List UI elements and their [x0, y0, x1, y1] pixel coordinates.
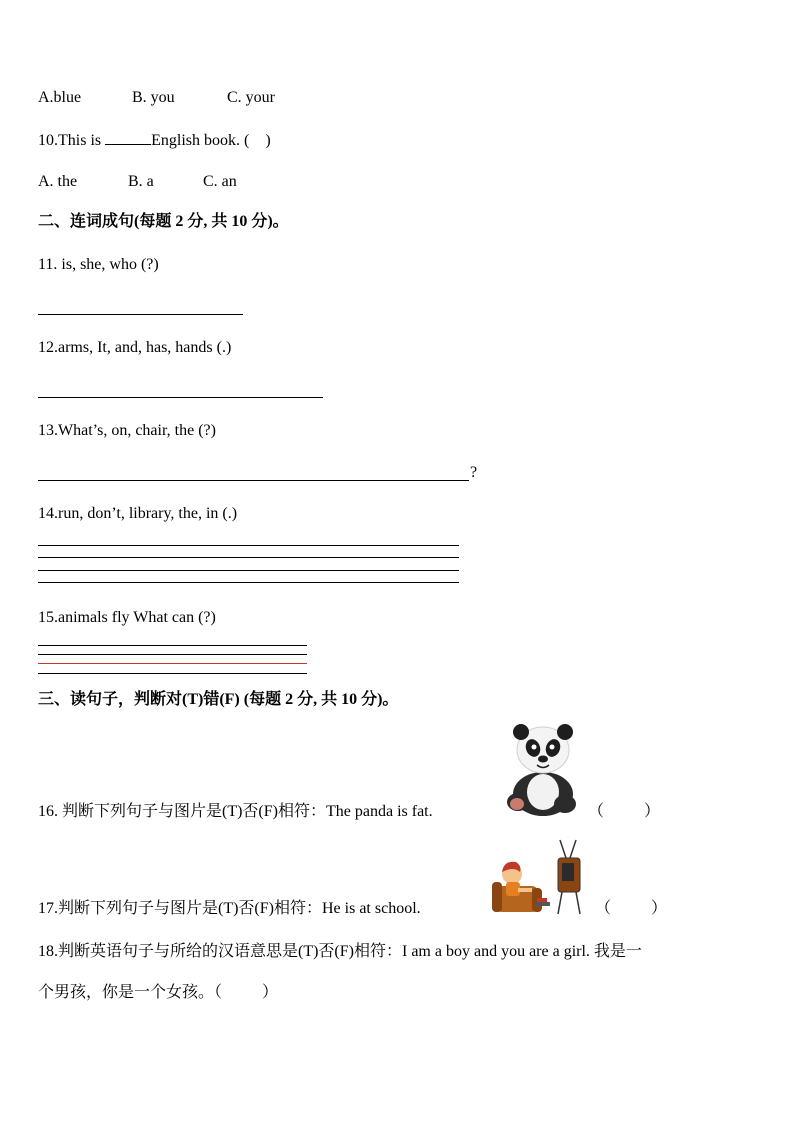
- q10-option-b: B. a: [128, 173, 154, 190]
- q10-options: [38, 172, 237, 192]
- q17-paren-open: （: [595, 900, 612, 917]
- q17-answer-parens[interactable]: [595, 899, 667, 919]
- q18-line1: 18.判断英语句子与所给的汉语意思是(T)否(F)相符：I am a boy and you are a girl. 我是一: [38, 943, 642, 960]
- q17-paren-close: ）: [651, 900, 668, 917]
- q10-close-paren: ): [265, 132, 271, 149]
- q9-option-a: A.blue: [38, 89, 82, 106]
- q13-answer-line[interactable]: [38, 480, 469, 481]
- section2-title: 二、连词成句(每题 2 分, 共 10 分)。: [38, 213, 289, 230]
- q14-prompt: 14.run, don’t, library, the, in (.): [38, 505, 238, 522]
- q16-answer-parens[interactable]: [588, 802, 660, 822]
- q10-suffix: English book. (: [151, 132, 250, 149]
- q10-prefix: 10.This is: [38, 132, 102, 149]
- q18-line2: [38, 983, 278, 1003]
- q15-writing-line-4[interactable]: [38, 673, 307, 674]
- q15-writing-line-2[interactable]: [38, 654, 307, 655]
- q16-question: [38, 802, 433, 822]
- q10-question: [38, 130, 271, 151]
- q10-option-c: C. an: [203, 173, 237, 190]
- q11-prompt: 11. is, she, who (?): [38, 256, 159, 273]
- q12-prompt: 12.arms, It, and, has, hands (.): [38, 339, 232, 356]
- q14-writing-line-1[interactable]: [38, 545, 459, 546]
- q9-option-c: C. your: [227, 89, 275, 106]
- q15-writing-line-3-red[interactable]: [38, 663, 307, 664]
- section3-title: 三、读句子，判断对(T)错(F) (每题 2 分, 共 10 分)。: [38, 691, 399, 708]
- q14-writing-line-3[interactable]: [38, 570, 459, 571]
- q15-prompt: 15.animals fly What can (?): [38, 609, 216, 626]
- q18-answer-space[interactable]: [222, 983, 262, 1003]
- q18-paren-close: ）: [262, 984, 279, 1001]
- q12-answer-line[interactable]: [38, 397, 323, 398]
- panda-icon: [503, 722, 583, 817]
- q10-option-a: A. the: [38, 173, 78, 190]
- q18-line2-text: 个男孩，你是一个女孩。（: [38, 984, 223, 1001]
- q16-paren-close: ）: [644, 803, 661, 820]
- q15-writing-line-1[interactable]: [38, 645, 307, 646]
- boy-watching-tv-icon: [490, 838, 590, 918]
- q11-answer-line[interactable]: [38, 314, 243, 315]
- q17-text: 17.判断下列句子与图片是(T)否(F)相符：He is at school.: [38, 900, 421, 917]
- q9-option-b: B. you: [132, 89, 175, 106]
- q9-options: [38, 88, 275, 108]
- q16-paren-open: （: [588, 803, 605, 820]
- q14-writing-line-4[interactable]: [38, 582, 459, 583]
- q13-question-mark: ?: [470, 464, 478, 481]
- q16-text: 16. 判断下列句子与图片是(T)否(F)相符：The panda is fat.: [38, 803, 433, 820]
- q17-question: [38, 899, 421, 919]
- q14-writing-line-2[interactable]: [38, 557, 459, 558]
- q10-answer-blank[interactable]: [105, 130, 151, 145]
- q13-prompt: 13.What’s, on, chair, the (?): [38, 422, 216, 439]
